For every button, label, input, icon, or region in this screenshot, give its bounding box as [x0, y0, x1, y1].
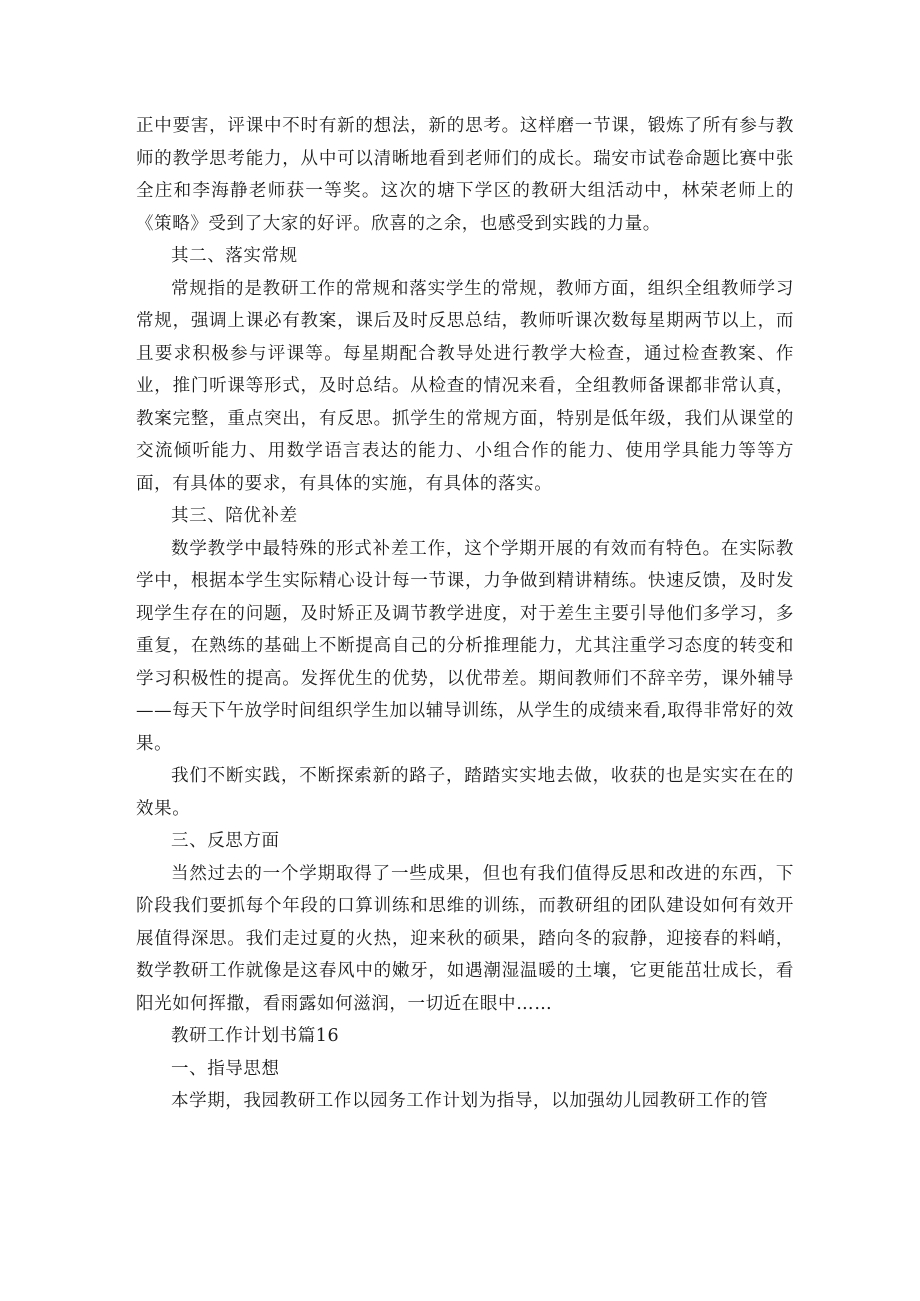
paragraph-tutoring: 数学教学中最特殊的形式补差工作，这个学期开展的有效而有特色。在实际教学中，根据本学生实际精心设计每一节课，力争做到精讲精练。快速反馈，及时发现学生存在的问题，及时矫正及调节教学进度，对于差生主要引导他们多学习，多重复，在熟练的基础上不断提高自己的分析推理能力，尤其注重学习态度的转变和学习积极性的提高。发挥优生的优势，以优带差。期间教师们不辞辛劳，课外辅导——每天下午放学时间组织学生加以辅导训练，从学生的成绩来看,取得非常好的效果。: [136, 538, 794, 754]
paragraph-practice: 我们不断实践，不断探索新的路子，踏踏实实地去做，收获的也是实实在在的效果。: [136, 766, 794, 819]
paragraph-routine: 常规指的是教研工作的常规和落实学生的常规，教师方面，组织全组教师学习常规，强调上课必有教案，课后及时反思总结，教师听课次数每星期两节以上，而且要求积极参与评课等。每星期配合教导处进行教学大检查，通过检查教案、作业，推门听课等形式，及时总结。从检查的情况来看，全组教师备课都非常认真，教案完整，重点突出，有反思。抓学生的常规方面，特别是低年级，我们从课堂的交流倾听能力、用数学语言表达的能力、小组合作的能力、使用学具能力等等方面，有具体的要求，有具体的实施，有具体的落实。: [136, 278, 794, 494]
document-body: [136, 110, 794, 1118]
section-heading-reflection: 三、反思方面: [171, 831, 280, 851]
section-heading-routine: 其二、落实常规: [171, 246, 298, 266]
section-heading-tutoring: 其三、陪优补差: [171, 506, 298, 526]
section-heading-guiding-ideology: 一、指导思想: [171, 1058, 280, 1079]
paragraph-intro: 正中要害，评课中不时有新的想法，新的思考。这样磨一节课，锻炼了所有参与教师的教学思考能力，从中可以清晰地看到老师们的成长。瑞安市试卷命题比赛中张全庄和李海静老师获一等奖。这次的塘下学区的教研大组活动中，林荣老师上的《策略》受到了大家的好评。欣喜的之余，也感受到实践的力量。: [136, 116, 794, 234]
document-title-plan-16: 教研工作计划书篇16: [171, 1026, 340, 1046]
paragraph-guiding-ideology: 本学期，我园教研工作以园务工作计划为指导，以加强幼儿园教研工作的管: [171, 1091, 769, 1111]
paragraph-reflection: 当然过去的一个学期取得了一些成果，但也有我们值得反思和改进的东西，下阶段我们要抓每个年段的口算训练和思维的训练，而教研组的团队建设如何有效开展值得深思。我们走过夏的火热，迎来秋的硕果，踏向冬的寂静，迎接春的料峭，数学教研工作就像是这春风中的嫩牙，如遇潮湿温暖的土壤，它更能茁壮成长，看阳光如何挥撒，看雨露如何滋润，一切近在眼中……: [136, 863, 794, 1014]
